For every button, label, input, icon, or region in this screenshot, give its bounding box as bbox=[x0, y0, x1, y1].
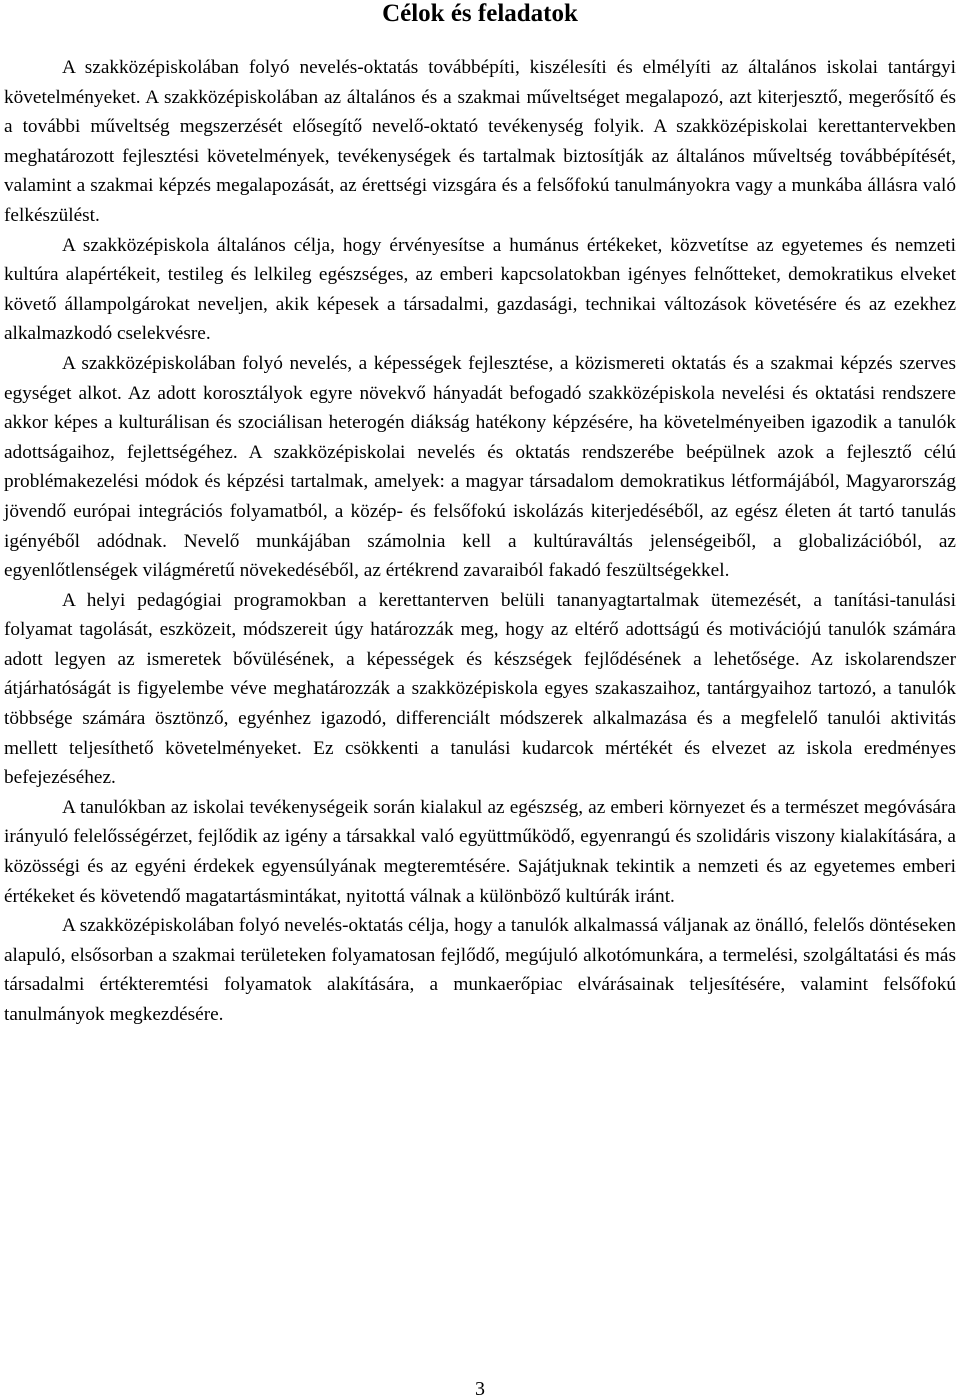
paragraph-6: A szakközépiskolában folyó nevelés-oktatás célja, hogy a tanulók alkalmassá váljanak az önálló, felelős döntéseken alapuló, elsősorban a szakmai területeken folyamatosan fejlődő, megújuló alkotómunkára, a termelési, szolgáltatási és más társadalmi értékteremtési folyamatok alakítására, a munkaerőpiac elvárásainak teljesítésére, valamint felsőfokú tanulmányok megkezdésére. bbox=[4, 915, 956, 1025]
paragraph-3: A szakközépiskolában folyó nevelés, a képességek fejlesztése, a közismereti oktatás és a szakmai képzés szerves egységet alkot. Az adott korosztályok egyre növekvő hányadát befogadó szakközépiskola nevelési és oktatási rendszere akkor képes a kulturálisan és szociálisan heterogén diákság hatékony képzésére, ha követelményeiben igazodik a tanulók adottságaihoz, fejlettségéhez. A szakközépiskolai nevelés és oktatás rendszerébe beépülnek azok a fejlesztő célú problémakezelési módok és képzési tartalmak, amelyek: a magyar társadalom demokratikus létformájából, Magyarország jövendő európai integrációs folyamatból, a közép- és felsőfokú iskolázás kiterjedéséből, az egész életen át tartó tanulás igényéből adódnak. Nevelő munkájában számolnia kell a kultúraváltás jelenségeiből, a globalizációból, az egyenlőtlenségek világméretű növekedéséből, az értékrend zavaraiból fakadó feszültségekkel. bbox=[4, 352, 956, 582]
page-title: Célok és feladatok bbox=[382, 0, 578, 27]
page-number: 3 bbox=[475, 1378, 485, 1400]
paragraph-1: A szakközépiskolában folyó nevelés-oktatás továbbépíti, kiszélesíti és elmélyíti az általános iskolai tantárgyi követelményeket. A szakközépiskolában az általános és a szakmai műveltséget megalapozó, azt kiterjesztő, megerősítő és a további műveltség megszerzését elősegítő nevelő-oktató tevékenység folyik. A szakközépiskolai kerettantervekben meghatározott fejlesztési követelmények, tevékenységek és tartalmak biztosítják az általános műveltség továbbépítését, valamint a szakmai képzés megalapozását, az érettségi vizsgára és a felsőfokú tanulmányokra vagy a munkába állásra való felkészülést. bbox=[4, 57, 956, 226]
paragraph-5: A tanulókban az iskolai tevékenységeik során kialakul az egészség, az emberi környezet és a természet megóvására irányuló felelősségérzet, fejlődik az igény a társakkal való együttműködő, egyenrangú és szolidáris viszony kialakítására, a közösségi és az egyéni érdekek egyensúlyának megteremtésére. Sajátjuknak tekintik a nemzeti és az egyetemes emberi értékeket és követendő magatartásmintákat, nyitottá válnak a különböző kultúrák iránt. bbox=[4, 796, 956, 907]
document-page bbox=[4, 0, 956, 1030]
paragraph-4: A helyi pedagógiai programokban a kerettanterven belüli tananyagtartalmak ütemezését, a tanítási-tanulási folyamat tagolását, eszközeit, módszereit úgy határozzák meg, hogy az eltérő adottságú és motivációjú tanulók számára adott legyen az ismeretek bővülésének, a képességek és készségek fejlődésének a lehetősége. Az iskolarendszer átjárhatóságát is figyelembe véve meghatározzák a szakközépiskola egyes szakaszaihoz, tantárgyaihoz tartozó, a tanulók többsége számára ösztönző, egyénhez igazodó, differenciált módszerek alkalmazása és a megfelelő tanulói aktivitás mellett teljesíthető követelményeket. Ez csökkenti a tanulási kudarcok mértékét és elvezet az iskola eredményes befejezéséhez. bbox=[4, 589, 956, 789]
document-body bbox=[4, 53, 956, 1030]
paragraph-2: A szakközépiskola általános célja, hogy érvényesítse a humánus értékeket, közvetítse az egyetemes és nemzeti kultúra alapértékeit, testileg és lelkileg egészséges, az emberi kapcsolatokban igényes felnőtteket, demokratikus elveket követő állampolgárokat neveljen, akik képesek a társadalmi, gazdasági, technikai változások követésére és az ezekhez alkalmazkodó cselekvésre. bbox=[4, 234, 956, 345]
